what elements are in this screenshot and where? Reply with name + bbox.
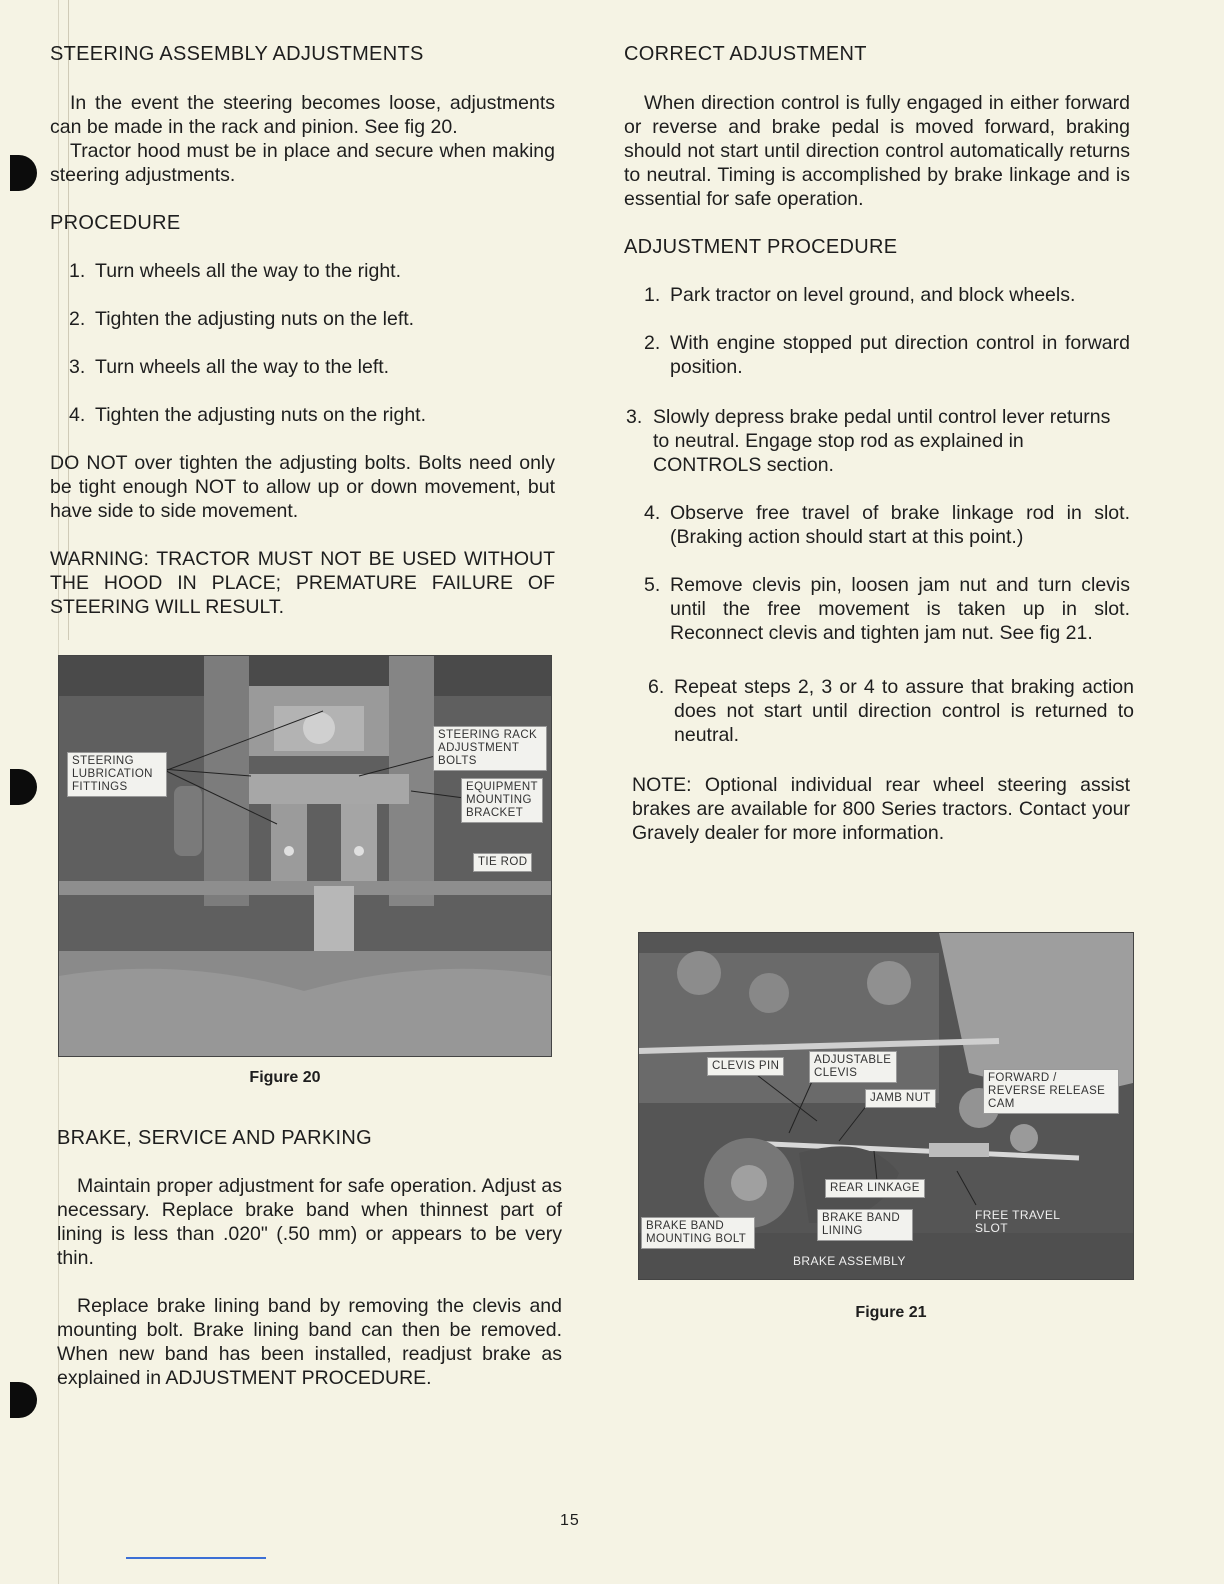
left-column-top	[50, 42, 555, 619]
note-text: NOTE: Optional individual rear wheel steering assist brakes are available for 800 Series tractors. Contact your Gravely dealer for more information.	[632, 774, 1130, 844]
procedure-step	[50, 307, 555, 331]
step-text: Observe free travel of brake linkage rod in slot. (Braking action should start at this point.)	[670, 502, 1130, 548]
binder-hole-mark	[10, 769, 37, 805]
correct-adjustment-heading: CORRECT ADJUSTMENT	[624, 43, 867, 65]
step-number: 4.	[69, 404, 86, 426]
warning-text: WARNING: TRACTOR MUST NOT BE USED WITHOUT THE HOOD IN PLACE; PREMATURE FAILURE OF STEERING WILL RESULT.	[50, 548, 555, 618]
left-column-bottom	[57, 1126, 562, 1390]
step-number: 2.	[644, 332, 661, 354]
procedure-heading: PROCEDURE	[50, 212, 181, 234]
label-jamb-nut: JAMB NUT	[865, 1089, 936, 1108]
caution-text: DO NOT over tighten the adjusting bolts. Bolts need only be tight enough NOT to allow up or down movement, but have side to side movement.	[50, 452, 555, 522]
scan-artifact-line	[126, 1557, 266, 1559]
brake-paragraph-1: Maintain proper adjustment for safe operation. Adjust as necessary. Replace brake band when thinnest part of lining is less than .020" (.50 mm) or appears to be very thin.	[57, 1175, 562, 1269]
label-release-cam: FORWARD / REVERSE RELEASE CAM	[983, 1069, 1119, 1114]
brake-paragraph-2: Replace brake lining band by removing the clevis and mounting bolt. Brake lining band can then be removed. When new band has been installed, readjust brake as explained in ADJUSTMENT PROCEDURE.	[57, 1295, 562, 1389]
procedure-step	[50, 403, 555, 427]
label-rack-adjustment-bolts: STEERING RACK ADJUSTMENT BOLTS	[433, 726, 547, 771]
step-number: 6.	[648, 676, 665, 698]
label-clevis-pin: CLEVIS PIN	[707, 1057, 784, 1076]
page-number: 15	[560, 1512, 580, 1529]
step-text: Repeat steps 2, 3 or 4 to assure that braking action does not start until direction control is returned to neutral.	[674, 676, 1134, 746]
right-column	[624, 42, 1134, 845]
step-text: Turn wheels all the way to the left.	[95, 356, 390, 378]
procedure-step	[50, 355, 555, 379]
label-lubrication-fittings: STEERING LUBRICATION FITTINGS	[67, 752, 167, 797]
step-number: 5.	[644, 574, 661, 596]
steering-intro: In the event the steering becomes loose, adjustments can be made in the rack and pinion. See fig 20.	[50, 92, 555, 138]
step-text: Slowly depress brake pedal until control lever returns to neutral. Engage stop rod as explained in CONTROLS section.	[653, 406, 1111, 476]
label-tie-rod: TIE ROD	[473, 853, 532, 872]
figure-21-photo	[638, 932, 1134, 1280]
step-number: 3.	[626, 406, 643, 428]
steering-heading: STEERING ASSEMBLY ADJUSTMENTS	[50, 43, 424, 65]
binder-hole-mark	[10, 1382, 37, 1418]
figure-20-caption: Figure 20	[249, 1069, 321, 1086]
label-brake-assembly: BRAKE ASSEMBLY	[793, 1254, 906, 1268]
step-text: Turn wheels all the way to the right.	[95, 260, 402, 282]
adjustment-step	[624, 501, 1130, 549]
label-band-mounting-bolt: BRAKE BAND MOUNTING BOLT	[641, 1217, 755, 1249]
adjustment-step	[624, 675, 1134, 747]
label-mounting-bracket: EQUIPMENT MOUNTING BRACKET	[461, 778, 543, 823]
figure-21-caption: Figure 21	[855, 1304, 927, 1321]
label-free-travel-slot: FREE TRAVEL SLOT	[975, 1208, 1060, 1235]
adjustment-procedure-heading: ADJUSTMENT PROCEDURE	[624, 236, 898, 258]
adjustment-step	[624, 573, 1130, 645]
steering-hood-note: Tractor hood must be in place and secure when making steering adjustments.	[50, 140, 555, 186]
step-number: 1.	[69, 260, 86, 282]
label-adjustable-clevis: ADJUSTABLE CLEVIS	[809, 1051, 897, 1083]
step-number: 4.	[644, 502, 661, 524]
label-band-lining: BRAKE BAND LINING	[817, 1209, 913, 1241]
step-text: With engine stopped put direction control in forward position.	[670, 332, 1130, 378]
label-rear-linkage: REAR LINKAGE	[825, 1179, 925, 1198]
step-number: 3.	[69, 356, 86, 378]
procedure-step	[50, 259, 555, 283]
step-number: 2.	[69, 308, 86, 330]
step-text: Remove clevis pin, loosen jam nut and turn clevis until the free movement is taken up in slot. Reconnect clevis and tighten jam nut. See fig 21.	[670, 574, 1130, 644]
step-text: Tighten the adjusting nuts on the left.	[95, 308, 415, 330]
step-text: Park tractor on level ground, and block wheels.	[670, 284, 1076, 306]
correct-adjustment-text: When direction control is fully engaged in either forward or reverse and brake pedal is moved forward, braking should not start until direction control automatically returns to neutral. Timing is accomplished by brake linkage and is essential for safe operation.	[624, 92, 1130, 210]
adjustment-step	[624, 331, 1130, 379]
binder-hole-mark	[10, 155, 37, 191]
figure-20-photo	[58, 655, 552, 1057]
step-number: 1.	[644, 284, 661, 306]
brake-heading: BRAKE, SERVICE AND PARKING	[57, 1127, 372, 1149]
adjustment-step	[624, 405, 1115, 477]
adjustment-step	[624, 283, 1130, 307]
step-text: Tighten the adjusting nuts on the right.	[95, 404, 426, 426]
